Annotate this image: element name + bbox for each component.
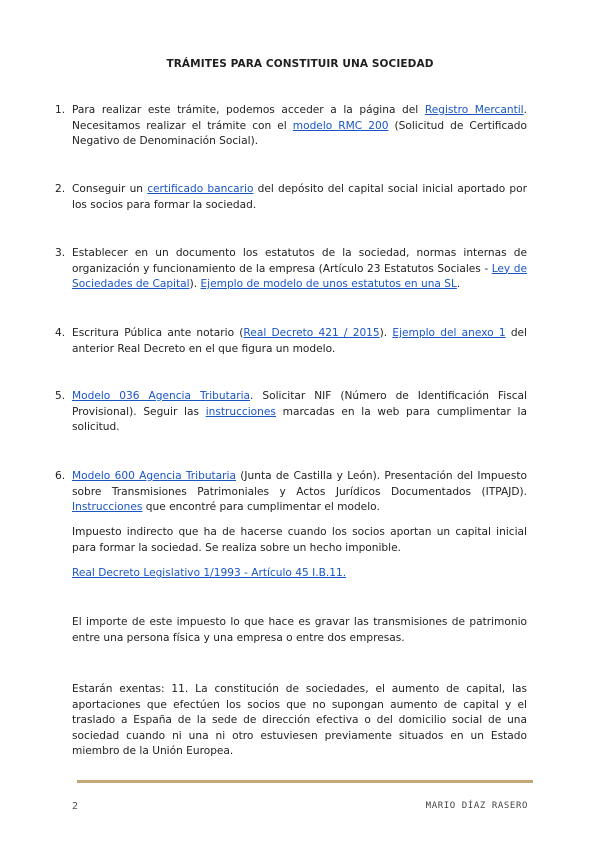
item-6-description: Impuesto indirecto que ha de hacerse cuando los socios aportan un capital inicial para formar la sociedad. Se realiza sobre un hecho imponible. bbox=[72, 526, 527, 554]
list-item-1: 1. Para realizar este trámite, podemos acceder a la página del Registro Mercantil. Necesitamos realizar el trámite con el modelo RMC 200 (Solicitud de Certificado Negativo de Denominación Social). bbox=[55, 104, 527, 147]
certificado-bancario-link[interactable]: certificado bancario bbox=[147, 183, 254, 195]
instrucciones-036-link[interactable]: instrucciones bbox=[205, 405, 276, 418]
real-decreto-421-link[interactable]: Real Decreto 421 / 2015 bbox=[243, 327, 380, 339]
footer-author: MARIO DÍAZ RASERO bbox=[425, 801, 528, 811]
list-item-6: 6. Modelo 600 Agencia Tributaria (Junta de Castilla y León). Presentación del Impuesto sobre Transmisiones Patrimoniales y Actos Jurídicos Documentados (ITPAJD). Instrucciones que encontré para cumplimentar el modelo. bbox=[55, 470, 527, 513]
paragraph-importe: El importe de este impuesto lo que hace es gravar las transmisiones de patrimonio entre una persona física y una empresa o entre dos empresas. bbox=[72, 616, 527, 644]
list-item-4: 4. Escritura Pública ante notario (Real Decreto 421 / 2015). Ejemplo del anexo 1 del anterior Real Decreto en el que figura un modelo. bbox=[55, 327, 528, 355]
item-number: 1. bbox=[55, 104, 66, 116]
item-number: 6. bbox=[55, 470, 66, 482]
page-title: TRÁMITES PARA CONSTITUIR UNA SOCIEDAD bbox=[166, 58, 434, 70]
item-number: 5. bbox=[55, 390, 66, 402]
item-number: 2. bbox=[55, 183, 66, 195]
real-decreto-legislativo-link[interactable]: Real Decreto Legislativo 1/1993 - Artículo 45 I.B.11. bbox=[72, 567, 347, 579]
footer-divider bbox=[77, 780, 533, 783]
registro-mercantil-link[interactable]: Registro Mercantil bbox=[424, 104, 524, 116]
item-number: 3. bbox=[55, 247, 66, 259]
list-item-2: 2. Conseguir un certificado bancario del depósito del capital social inicial aportado por los socios para formar la sociedad. bbox=[55, 183, 527, 211]
list-item-5: 5. Modelo 036 Agencia Tributaria. Solicitar NIF (Número de Identificación Fiscal Provisional). Seguir las instrucciones marcadas en la web para cumplimentar la solicitud. bbox=[55, 390, 527, 433]
ley-sociedades-capital-link[interactable]: Ley de Sociedades de Capital bbox=[72, 262, 527, 290]
ejemplo-estatutos-link[interactable]: Ejemplo de modelo de unos estatutos en una SL bbox=[200, 278, 457, 290]
modelo-036-link[interactable]: Modelo 036 Agencia Tributaria bbox=[72, 390, 251, 402]
instrucciones-600-link[interactable]: Instrucciones bbox=[72, 501, 143, 513]
page-number: 2 bbox=[72, 801, 79, 812]
ejemplo-anexo-1-link[interactable]: Ejemplo del anexo 1 bbox=[392, 327, 506, 339]
modelo-600-link[interactable]: Modelo 600 Agencia Tributaria bbox=[72, 470, 236, 482]
paragraph-exentas: Estarán exentas: 11. La constitución de sociedades, el aumento de capital, las aportaciones que efectúen los socios que no supongan aumento de capital y el traslado a España de la sede de dirección efectiva o del domicilio social de una sociedad cuando ni una ni otro estuviesen previamente situados en un Estado miembro de la Unión Europea. bbox=[72, 683, 527, 757]
modelo-rmc-200-link[interactable]: modelo RMC 200 bbox=[292, 119, 389, 132]
list-item-3: 3. Establecer en un documento los estatutos de la sociedad, normas internas de organización y funcionamiento de la empresa (Artículo 23 Estatutos Sociales - Ley de Sociedades de Capital). Ejemplo de modelo de unos estatutos en una SL. bbox=[55, 247, 527, 290]
item-number: 4. bbox=[55, 327, 66, 339]
